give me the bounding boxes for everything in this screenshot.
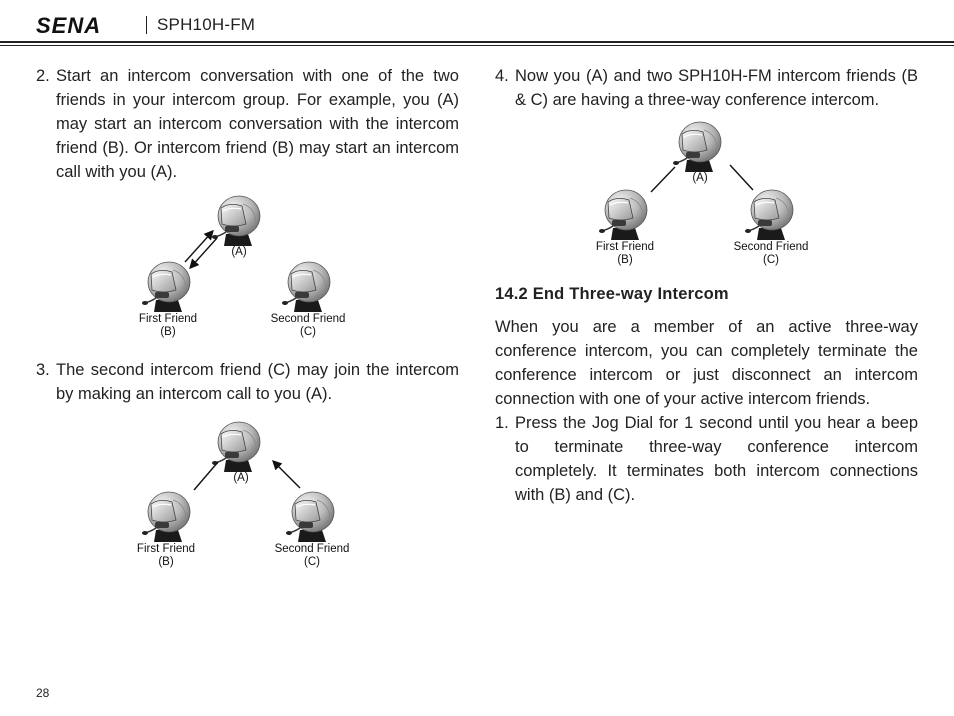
- diagram-initiate-call: [36, 184, 459, 356]
- label-a: (A): [692, 172, 708, 184]
- helmet-c-icon: [282, 260, 332, 312]
- label-c: [721, 241, 821, 267]
- sena-logo: [36, 14, 132, 36]
- label-b: [583, 241, 667, 267]
- helmet-a-icon: [673, 120, 723, 172]
- label-a: (A): [231, 246, 247, 258]
- connector-a-b: [649, 164, 679, 194]
- helmet-b-icon: [142, 490, 192, 542]
- step-2: [36, 64, 459, 184]
- left-column: [36, 64, 459, 578]
- label-c-sub: (C): [304, 556, 320, 568]
- helmet-c-icon: [286, 490, 336, 542]
- helmet-b-icon: [599, 188, 649, 240]
- section-title: 14.2 End Three-way Intercom: [495, 285, 729, 303]
- step-number: 1.: [495, 414, 509, 432]
- step-text: Press the Jog Dial for 1 second until you hear a beep to terminate three-way conference intercom completely. It terminates both intercom connections with (B) and (C).: [515, 414, 918, 504]
- brand-text: SENA: [36, 14, 102, 36]
- step-text: Start an intercom conversation with one of the two friends in your intercom group. For example, you (A) may start an intercom conversation with the intercom friend (B). Or intercom friend (B) may start an intercom call with you (A).: [56, 67, 459, 181]
- label-b-sub: (B): [617, 254, 633, 266]
- right-column: [495, 64, 918, 507]
- header-rule-thin: [0, 45, 954, 46]
- diagram-conference: [495, 112, 918, 282]
- section-intro: When you are a member of an active three-way conference intercom, you can completely terminate the conference intercom or just disconnect an intercom connection with one of your active intercom friends.: [495, 318, 918, 408]
- step-text: The second intercom friend (C) may join the intercom by making an intercom call to you (A).: [56, 361, 459, 403]
- step-number: 2.: [36, 67, 50, 85]
- label-b-sub: (B): [158, 556, 174, 568]
- label-c-name: Second Friend: [274, 543, 350, 555]
- connector-a-c: [727, 162, 757, 192]
- step-number: 3.: [36, 361, 50, 379]
- label-b: [126, 313, 210, 339]
- helmet-c-icon: [745, 188, 795, 240]
- step-3: [36, 358, 459, 406]
- page-header: [36, 8, 255, 42]
- model-name: SPH10H-FM: [157, 15, 256, 34]
- connector-a-b: [192, 458, 222, 492]
- label-c: [258, 313, 358, 339]
- header-separator: [146, 16, 147, 34]
- label-b: [124, 543, 208, 569]
- label-b-name: First Friend: [595, 241, 655, 253]
- label-c: [262, 543, 362, 569]
- arrows-a-b: [182, 222, 222, 270]
- label-b-name: First Friend: [138, 313, 198, 325]
- label-c-name: Second Friend: [733, 241, 809, 253]
- step-text: Now you (A) and two SPH10H-FM intercom friends (B & C) are having a three-way conference intercom.: [515, 67, 918, 109]
- page-number: 28: [36, 686, 50, 700]
- label-c-sub: (C): [300, 326, 316, 338]
- label-b-sub: (B): [160, 326, 176, 338]
- label-c-name: Second Friend: [270, 313, 346, 325]
- step-4: [495, 64, 918, 112]
- header-rule-thick: [0, 41, 954, 43]
- section-step-1: [495, 411, 918, 507]
- arrow-c-to-a: [268, 456, 304, 492]
- label-a: (A): [233, 472, 249, 484]
- label-c-sub: (C): [763, 254, 779, 266]
- step-number: 4.: [495, 67, 509, 85]
- label-b-name: First Friend: [136, 543, 196, 555]
- diagram-join-call: [36, 406, 459, 578]
